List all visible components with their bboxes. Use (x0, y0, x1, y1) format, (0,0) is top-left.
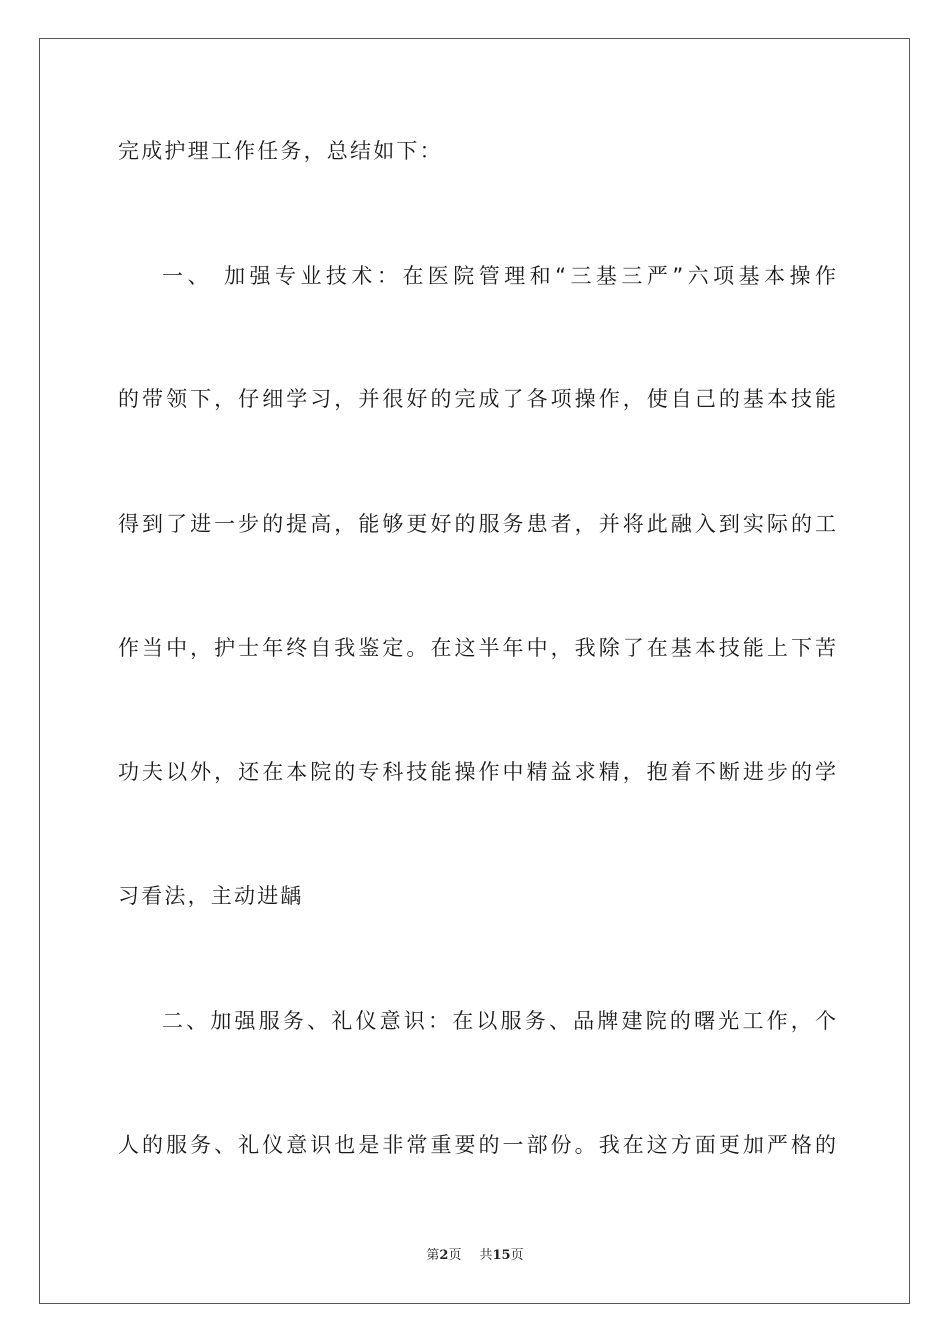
footer-page-suffix: 页 (448, 1248, 462, 1263)
footer-page-number: 2 (439, 1248, 449, 1263)
footer-page-prefix: 第 (426, 1248, 440, 1263)
text-line-9: 人的服务、礼仪意识也是非常重要的一部份。我在这方面更加严格的 (118, 1133, 836, 1157)
page-border (39, 38, 910, 1304)
text-line-5: 作当中，护士年终自我鉴定。在这半年中，我除了在基本技能上下苦 (118, 636, 836, 660)
text-line-2: 一、 加强专业技术：在医院管理和“三基三严”六项基本操作 (162, 264, 836, 288)
page-footer (0, 1247, 950, 1265)
footer-total-pages: 15 (492, 1248, 511, 1263)
text-line-7: 习看法，主动进龋 (118, 884, 304, 908)
text-line-4: 得到了进一步的提高，能够更好的服务患者，并将此融入到实际的工 (118, 512, 836, 536)
footer-total-prefix: 共 (479, 1248, 493, 1263)
footer-total-suffix: 页 (510, 1248, 524, 1263)
text-line-1: 完成护理工作任务，总结如下： (118, 139, 443, 163)
text-line-3: 的带领下，仔细学习，并很好的完成了各项操作，使自己的基本技能 (118, 387, 836, 411)
text-line-8: 二、加强服务、礼仪意识：在以服务、品牌建院的曙光工作，个 (162, 1009, 836, 1033)
text-line-6: 功夫以外，还在本院的专科技能操作中精益求精，抱着不断进步的学 (118, 760, 836, 784)
